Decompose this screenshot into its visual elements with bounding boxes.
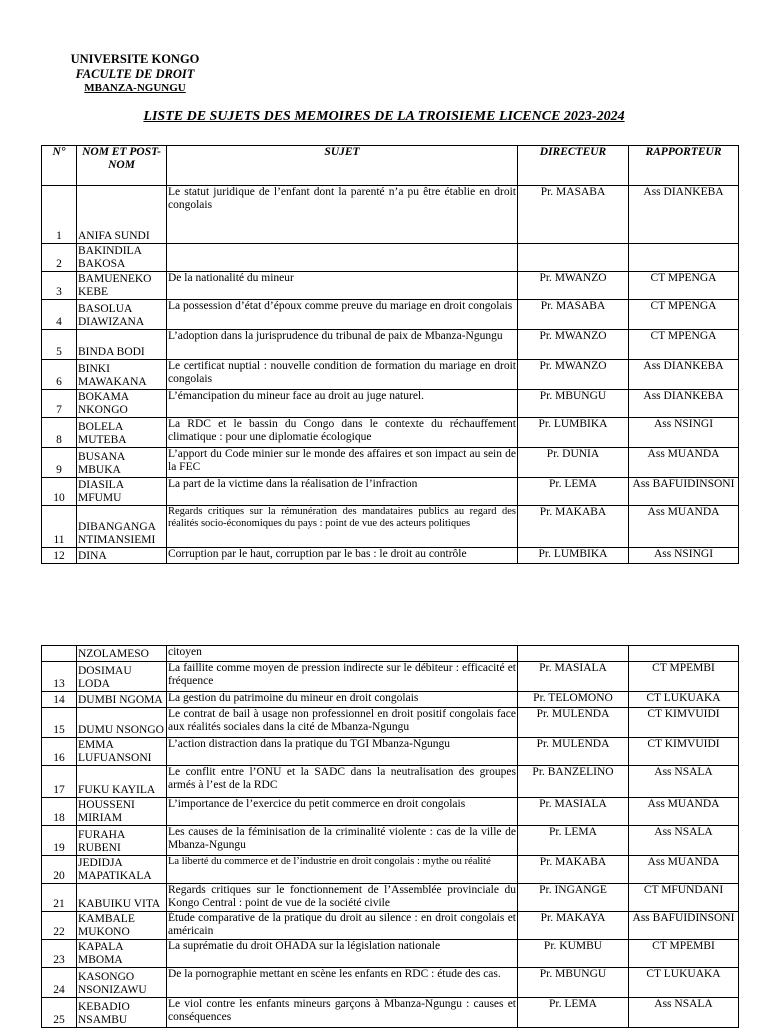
table-row — [42, 998, 739, 1028]
row-number: 20 — [42, 856, 77, 884]
student-name: ANIFA SUNDI — [77, 186, 167, 244]
row-number: 12 — [42, 548, 77, 564]
column-header-rapporteur: RAPPORTEUR — [629, 146, 739, 186]
table-row — [42, 798, 739, 826]
table-row — [42, 646, 739, 662]
row-number: 9 — [42, 448, 77, 478]
director-name: Pr. MAKABA — [518, 506, 629, 548]
table-row — [42, 448, 739, 478]
rapporteur-name: Ass BAFUIDINSONI — [629, 912, 739, 940]
thesis-subject: Le contrat de bail à usage non professionnel en droit positif congolais face aux réalités sociales dans la cité de Mbanza-Ngungu — [167, 708, 518, 738]
student-name: DINA — [77, 548, 167, 564]
table-row — [42, 478, 739, 506]
student-name: BOKAMA NKONGO — [77, 390, 167, 418]
rapporteur-name: CT MFUNDANI — [629, 884, 739, 912]
student-name: KAPALA MBOMA — [77, 940, 167, 968]
director-name: Pr. LUMBIKA — [518, 548, 629, 564]
row-number: 23 — [42, 940, 77, 968]
rapporteur-name: CT MPENGA — [629, 300, 739, 330]
row-number: 15 — [42, 708, 77, 738]
thesis-subject: La RDC et le bassin du Congo dans le contexte du réchauffement climatique : pour une diplomatie écologique — [167, 418, 518, 448]
table-row — [42, 390, 739, 418]
row-number: 14 — [42, 692, 77, 708]
thesis-subject: Les causes de la féminisation de la criminalité violente : cas de la ville de Mbanza-Ngungu — [167, 826, 518, 856]
table-row — [42, 692, 739, 708]
row-number: 11 — [42, 506, 77, 548]
table-row — [42, 300, 739, 330]
director-name: Pr. MBUNGU — [518, 968, 629, 998]
column-header-subject: SUJET — [167, 146, 518, 186]
table-row — [42, 548, 739, 564]
thesis-subject: Le statut juridique de l’enfant dont la parenté n’a pu être établie en droit congolais — [167, 186, 518, 244]
student-name: EMMA LUFUANSONI — [77, 738, 167, 766]
rapporteur-name: CT MPENGA — [629, 272, 739, 300]
director-name: Pr. LEMA — [518, 826, 629, 856]
rapporteur-name: Ass NSINGI — [629, 418, 739, 448]
director-name: Pr. LEMA — [518, 478, 629, 506]
rapporteur-name: Ass DIANKEBA — [629, 390, 739, 418]
thesis-subject: La liberté du commerce et de l’industrie en droit congolais : mythe ou réalité — [167, 856, 518, 884]
table-row — [42, 186, 739, 244]
column-header-director: DIRECTEUR — [518, 146, 629, 186]
rapporteur-name: Ass MUANDA — [629, 798, 739, 826]
row-number: 1 — [42, 186, 77, 244]
student-name: BOLELA MUTEBA — [77, 418, 167, 448]
row-number: 25 — [42, 998, 77, 1028]
table-row — [42, 244, 739, 272]
director-name: Pr. MBUNGU — [518, 390, 629, 418]
row-number: 22 — [42, 912, 77, 940]
rapporteur-name: Ass MUANDA — [629, 506, 739, 548]
row-number: 18 — [42, 798, 77, 826]
director-name: Pr. KUMBU — [518, 940, 629, 968]
student-name: HOUSSENI MIRIAM — [77, 798, 167, 826]
column-header-name: NOM ET POST-NOM — [77, 146, 167, 186]
director-name: Pr. BANZELINO — [518, 766, 629, 798]
row-number: 2 — [42, 244, 77, 272]
thesis-subject: Le certificat nuptial : nouvelle condition de formation du mariage en droit congolais — [167, 360, 518, 390]
row-number: 21 — [42, 884, 77, 912]
director-name: Pr. MWANZO — [518, 330, 629, 360]
director-name: Pr. MWANZO — [518, 272, 629, 300]
thesis-subject: De la pornographie mettant en scène les enfants en RDC : étude des cas. — [167, 968, 518, 998]
table-row — [42, 912, 739, 940]
student-name: BAMUENEKO KEBE — [77, 272, 167, 300]
thesis-subject — [167, 244, 518, 272]
student-name: KASONGO NSONIZAWU — [77, 968, 167, 998]
table-row — [42, 272, 739, 300]
table-row — [42, 708, 739, 738]
row-number: 17 — [42, 766, 77, 798]
director-name: Pr. MAKABA — [518, 856, 629, 884]
director-name: Pr. LEMA — [518, 998, 629, 1028]
thesis-subject: La faillite comme moyen de pression indirecte sur le débiteur : efficacité et fréquence — [167, 662, 518, 692]
institution-header — [60, 52, 210, 95]
student-name: KABUIKU VITA — [77, 884, 167, 912]
row-number: 24 — [42, 968, 77, 998]
table-body-page-2 — [42, 646, 739, 1028]
table-row — [42, 826, 739, 856]
student-name: BINKI MAWAKANA — [77, 360, 167, 390]
rapporteur-name: Ass DIANKEBA — [629, 186, 739, 244]
row-number: 4 — [42, 300, 77, 330]
thesis-subject: citoyen — [167, 646, 518, 662]
director-name — [518, 646, 629, 662]
thesis-subject: La gestion du patrimoine du mineur en droit congolais — [167, 692, 518, 708]
director-name: Pr. LUMBIKA — [518, 418, 629, 448]
table-row — [42, 360, 739, 390]
rapporteur-name: CT MPEMBI — [629, 662, 739, 692]
thesis-subject: Corruption par le haut, corruption par le bas : le droit au contrôle — [167, 548, 518, 564]
rapporteur-name: Ass MUANDA — [629, 448, 739, 478]
table-row — [42, 330, 739, 360]
table-row — [42, 418, 739, 448]
thesis-subject: L’émancipation du mineur face au droit au juge naturel. — [167, 390, 518, 418]
row-number: 10 — [42, 478, 77, 506]
student-name: DUMBI NGOMA — [77, 692, 167, 708]
student-name: NZOLAMESO — [77, 646, 167, 662]
director-name — [518, 244, 629, 272]
row-number: 16 — [42, 738, 77, 766]
thesis-subject: L’action distraction dans la pratique du TGI Mbanza-Ngungu — [167, 738, 518, 766]
student-name: FURAHA RUBENI — [77, 826, 167, 856]
director-name: Pr. MASABA — [518, 186, 629, 244]
director-name: Pr. TELOMONO — [518, 692, 629, 708]
rapporteur-name: Ass BAFUIDINSONI — [629, 478, 739, 506]
student-name: JEDIDJA MAPATIKALA — [77, 856, 167, 884]
table-row — [42, 662, 739, 692]
table-row — [42, 856, 739, 884]
table-body-page-1 — [42, 186, 739, 564]
rapporteur-name: CT LUKUAKA — [629, 968, 739, 998]
rapporteur-name: Ass NSINGI — [629, 548, 739, 564]
faculty-name: FACULTE DE DROIT — [75, 67, 195, 81]
row-number: 5 — [42, 330, 77, 360]
subjects-table-page-2 — [41, 645, 739, 1028]
student-name: DIBANGANGA NTIMANSIEMI — [77, 506, 167, 548]
document-title: LISTE DE SUJETS DES MEMOIRES DE LA TROISIEME LICENCE 2023-2024 — [143, 109, 625, 124]
student-name: FUKU KAYILA — [77, 766, 167, 798]
director-name: Pr. MULENDA — [518, 708, 629, 738]
student-name: DOSIMAU LODA — [77, 662, 167, 692]
director-name: Pr. MAKAYA — [518, 912, 629, 940]
table-row — [42, 738, 739, 766]
director-name: Pr. DUNIA — [518, 448, 629, 478]
thesis-subject: Le viol contre les enfants mineurs garçons à Mbanza-Ngungu : causes et conséquences — [167, 998, 518, 1028]
row-number — [42, 646, 77, 662]
rapporteur-name: CT KIMVUIDI — [629, 708, 739, 738]
row-number: 6 — [42, 360, 77, 390]
rapporteur-name — [629, 244, 739, 272]
table-header-row — [42, 146, 739, 186]
director-name: Pr. INGANGE — [518, 884, 629, 912]
student-name: BUSANA MBUKA — [77, 448, 167, 478]
director-name: Pr. MASIALA — [518, 662, 629, 692]
rapporteur-name: Ass MUANDA — [629, 856, 739, 884]
thesis-subject: Regards critiques sur le fonctionnement de l’Assemblée provinciale du Kongo Central : point de vue de la société civile — [167, 884, 518, 912]
student-name: BASOLUA DIAWIZANA — [77, 300, 167, 330]
rapporteur-name: Ass NSALA — [629, 826, 739, 856]
table-row — [42, 766, 739, 798]
rapporteur-name: CT LUKUAKA — [629, 692, 739, 708]
row-number: 13 — [42, 662, 77, 692]
thesis-subject: L’adoption dans la jurisprudence du tribunal de paix de Mbanza-Ngungu — [167, 330, 518, 360]
director-name: Pr. MASABA — [518, 300, 629, 330]
student-name: BINDA BODI — [77, 330, 167, 360]
student-name: DUMU NSONGO — [77, 708, 167, 738]
table-row — [42, 884, 739, 912]
thesis-subject: L’importance de l’exercice du petit commerce en droit congolais — [167, 798, 518, 826]
student-name: KAMBALE MUKONO — [77, 912, 167, 940]
row-number: 7 — [42, 390, 77, 418]
row-number: 3 — [42, 272, 77, 300]
rapporteur-name — [629, 646, 739, 662]
university-name: UNIVERSITE KONGO — [70, 52, 200, 66]
rapporteur-name: Ass NSALA — [629, 998, 739, 1028]
student-name: KEBADIO NSAMBU — [77, 998, 167, 1028]
thesis-subject: Regards critiques sur la rémunération des mandataires publics au regard des réalités socio-économiques du pays : point de vue des acteurs politiques — [167, 506, 518, 548]
thesis-subject: Le conflit entre l’ONU et la SADC dans la neutralisation des groupes armés à l’est de la RDC — [167, 766, 518, 798]
column-header-number: N° — [42, 146, 77, 186]
rapporteur-name: CT KIMVUIDI — [629, 738, 739, 766]
rapporteur-name: CT MPENGA — [629, 330, 739, 360]
rapporteur-name: Ass NSALA — [629, 766, 739, 798]
thesis-subject: Étude comparative de la pratique du droit au silence : en droit congolais et américain — [167, 912, 518, 940]
student-name: BAKINDILA BAKOSA — [77, 244, 167, 272]
city-name: MBANZA-NGUNGU — [84, 82, 186, 94]
table-row — [42, 940, 739, 968]
row-number: 19 — [42, 826, 77, 856]
thesis-subject: La suprématie du droit OHADA sur la législation nationale — [167, 940, 518, 968]
rapporteur-name: CT MPEMBI — [629, 940, 739, 968]
director-name: Pr. MWANZO — [518, 360, 629, 390]
table-row — [42, 968, 739, 998]
subjects-table-page-1 — [41, 145, 739, 564]
rapporteur-name: Ass DIANKEBA — [629, 360, 739, 390]
thesis-subject: La part de la victime dans la réalisation de l’infraction — [167, 478, 518, 506]
thesis-subject: La possession d’état d’époux comme preuve du mariage en droit congolais — [167, 300, 518, 330]
student-name: DIASILA MFUMU — [77, 478, 167, 506]
thesis-subject: De la nationalité du mineur — [167, 272, 518, 300]
row-number: 8 — [42, 418, 77, 448]
table-row — [42, 506, 739, 548]
director-name: Pr. MULENDA — [518, 738, 629, 766]
thesis-subject: L’apport du Code minier sur le monde des affaires et son impact au sein de la FEC — [167, 448, 518, 478]
director-name: Pr. MASIALA — [518, 798, 629, 826]
